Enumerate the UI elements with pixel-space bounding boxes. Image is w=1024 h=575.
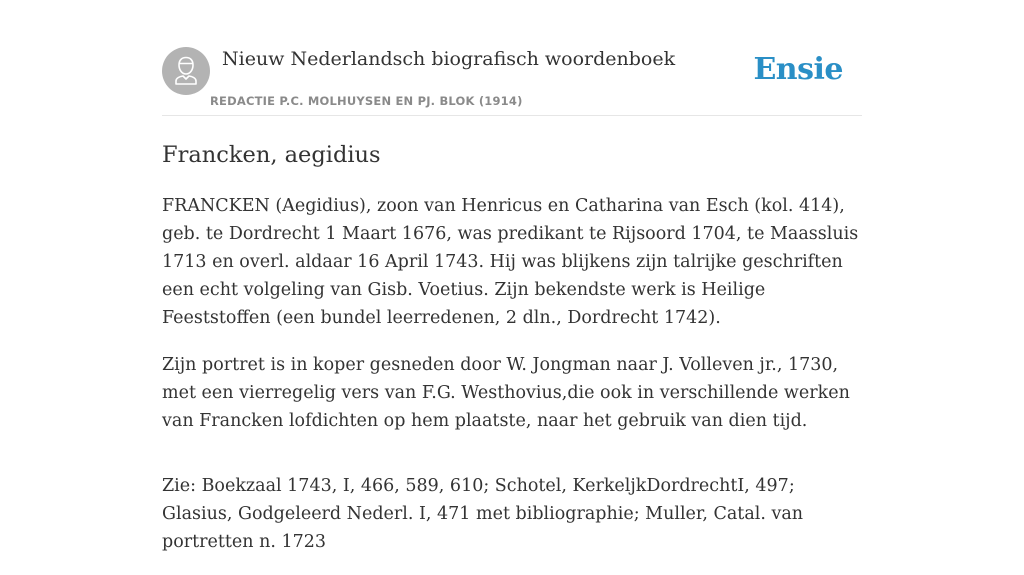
article-paragraph: FRANCKEN (Aegidius), zoon van Henricus en Catharina van Esch (kol. 414), geb. te Dordrecht 1 Maart 1676, was predikant te Rijsoord 1704, te Maassluis 1713 en overl. aldaar 16 April 1743. Hij was blijkens zijn talrijke geschriften een echt volgeling van Gisb. Voetius. Zijn bekendste werk is Heilige Feeststoffen (een bundel leerredenen, 2 dln., Dordrecht 1742). — [162, 196, 859, 328]
lemma-title: Francken, aegidius — [162, 142, 381, 168]
book-title[interactable]: Nieuw Nederlandsch biografisch woordenboek — [222, 48, 676, 70]
book-editors: REDACTIE P.C. MOLHUYSEN EN PJ. BLOK (1914) — [210, 94, 523, 108]
source-header — [162, 44, 862, 116]
ensie-logo[interactable]: Ensie — [753, 52, 843, 87]
article-body — [162, 192, 864, 575]
article-paragraph: Zijn portret is in koper gesneden door W. Jongman naar J. Volleven jr., 1730, met een vierregelig vers van F.G. Westhovius,die ook in verschillende werken van Francken lofdichten op hem plaatste, naar het gebruik van dien tijd. — [162, 355, 850, 431]
avatar[interactable] — [162, 47, 210, 95]
article-sources: Zie: Boekzaal 1743, I, 466, 589, 610; Schotel, KerkeljkDordrechtI, 497; Glasius, Godgeleerd Nederl. I, 471 met bibliographie; Muller, Catal. van portretten n. 1723 — [162, 476, 804, 552]
user-icon — [162, 47, 210, 95]
